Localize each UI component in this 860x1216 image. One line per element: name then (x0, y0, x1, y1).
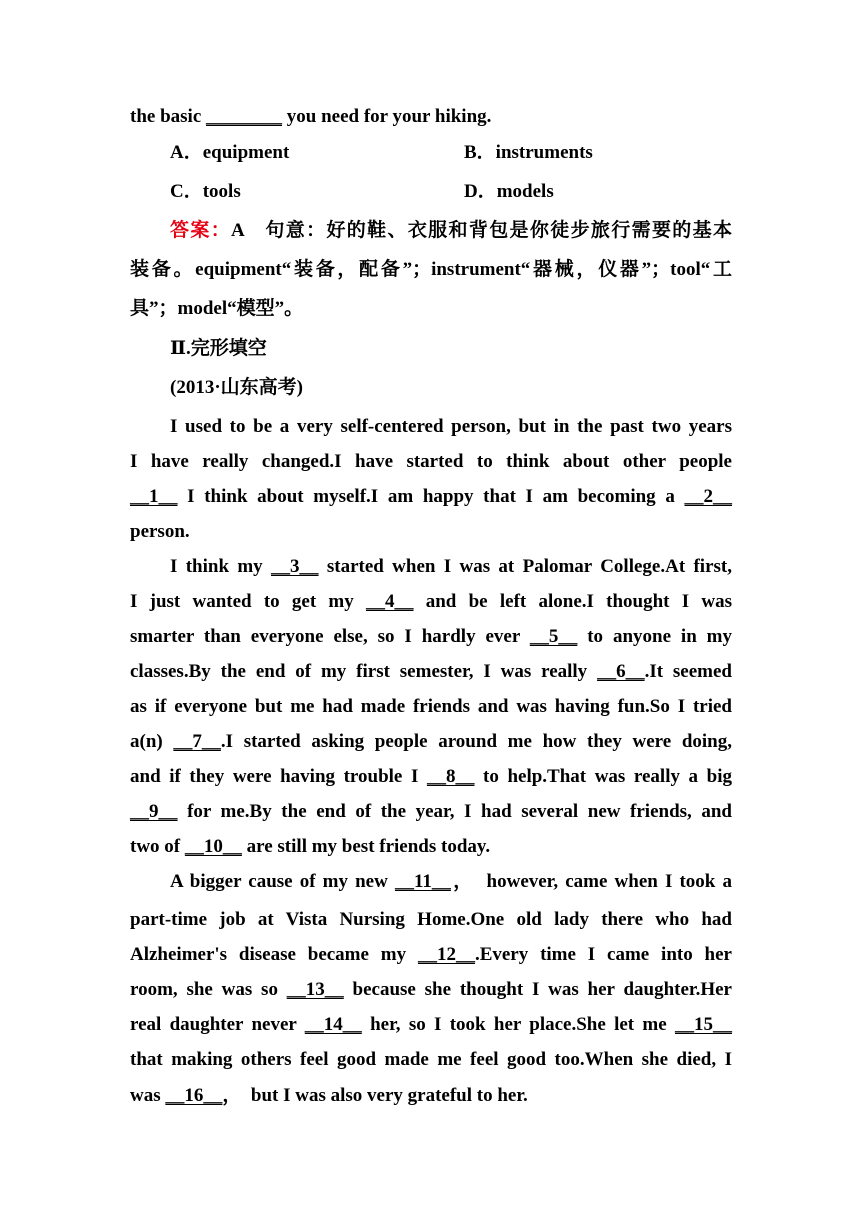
passage-line: as if everyone but me had made friends and was having fun.So I tried (130, 696, 732, 717)
passage-line: I have really changed.I have started to think about other people (130, 451, 732, 472)
option-c: C．tools (170, 181, 241, 202)
passage-text: real daughter never (130, 1014, 305, 1035)
answer-line-1 (130, 213, 732, 248)
passage-line (130, 1007, 732, 1042)
passage-text: two of (130, 836, 185, 857)
answer-text: A 句意：好的鞋、衣服和背包是你徒步旅行需要的基本 (231, 220, 732, 241)
stem-text: you need for your hiking. (282, 106, 492, 127)
blank-7: __7__ (173, 731, 221, 752)
blank-3: __3__ (271, 556, 319, 577)
passage-text: room, she was so (130, 979, 287, 1000)
passage-line (130, 619, 732, 654)
passage-line: I used to be a very self-centered person, but in the past two years (170, 416, 732, 437)
passage-text: for me.By the end of the year, I had several new friends, and (177, 801, 732, 822)
blank-9: __9__ (130, 801, 178, 822)
passage-text: her, so I took her place.She let me (361, 1014, 675, 1035)
passage-text: to help.That was really a big (474, 766, 732, 787)
passage-text: smarter than everyone else, so I hardly ever (130, 626, 530, 647)
blank-4: __4__ (366, 591, 414, 612)
passage-line: person. (130, 521, 190, 542)
blank-6: __6__ (597, 661, 645, 682)
passage-line (130, 794, 732, 829)
question-stem (130, 99, 732, 134)
passage-line (130, 829, 732, 864)
passage-text: are still my best friends today. (241, 836, 491, 857)
passage-text: and if they were having trouble I (130, 766, 427, 787)
blank-11: __11__ (394, 871, 451, 892)
passage-text: I think about myself.I am happy that I am becoming a (177, 486, 685, 507)
answer-blank: ________ (206, 106, 282, 127)
passage-text: ， but I was also very grateful to her. (222, 1085, 528, 1106)
passage-text: started when I was at Palomar College.At first, (318, 556, 732, 577)
passage-line (130, 479, 732, 514)
passage-text: and be left alone.I thought I was (413, 591, 732, 612)
option-d: D．models (464, 181, 554, 202)
passage-text: because she thought I was her daughter.Her (343, 979, 732, 1000)
passage-text: Alzheimer's disease became my (130, 944, 418, 965)
passage-text: A bigger cause of my new (170, 871, 395, 892)
section-source: (2013·山东高考) (170, 377, 303, 398)
passage-line (130, 584, 732, 619)
passage-line (130, 549, 732, 584)
option-a: A．equipment (170, 142, 290, 163)
passage-line (130, 654, 732, 689)
passage-text: I think my (170, 556, 272, 577)
passage-line (130, 864, 732, 899)
passage-line (130, 937, 732, 972)
answer-line-3: 具”；model“模型”。 (130, 298, 304, 319)
passage-line: part-time job at Vista Nursing Home.One old lady there who had (130, 909, 732, 930)
passage-text: to anyone in my (577, 626, 732, 647)
passage-line (130, 759, 732, 794)
answer-line-2: 装备。equipment“装备，配备”；instrument“器械，仪器”；tool“工 (130, 259, 732, 280)
blank-15: __15__ (675, 1014, 732, 1035)
blank-14: __14__ (304, 1014, 362, 1035)
passage-line (130, 1078, 732, 1113)
passage-text: .I started asking people around me how they were doing, (220, 731, 732, 752)
blank-5: __5__ (529, 626, 578, 647)
passage-text: a(n) (130, 731, 174, 752)
passage-text: .Every time I came into her (474, 944, 732, 965)
passage-text: .It seemed (644, 661, 732, 682)
passage-line: that making others feel good made me feel good too.When she died, I (130, 1049, 732, 1070)
answer-label: 答案： (170, 219, 232, 241)
stem-text: the basic (130, 106, 206, 127)
blank-13: __13__ (286, 979, 344, 1000)
section-title: Ⅱ.完形填空 (170, 338, 267, 359)
blank-1: __1__ (130, 486, 178, 507)
blank-8: __8__ (426, 766, 475, 787)
blank-12: __12__ (417, 944, 475, 965)
passage-text: classes.By the end of my first semester, I was really (130, 661, 598, 682)
passage-line (130, 972, 732, 1007)
blank-10: __10__ (184, 836, 242, 857)
passage-line (130, 724, 732, 759)
blank-16: __16__ (165, 1085, 223, 1106)
passage-text: ， however, came when I took a (450, 871, 732, 892)
option-b: B．instruments (464, 142, 593, 163)
blank-2: __2__ (684, 486, 732, 507)
passage-text: was (130, 1085, 166, 1106)
passage-text: I just wanted to get my (130, 591, 366, 612)
